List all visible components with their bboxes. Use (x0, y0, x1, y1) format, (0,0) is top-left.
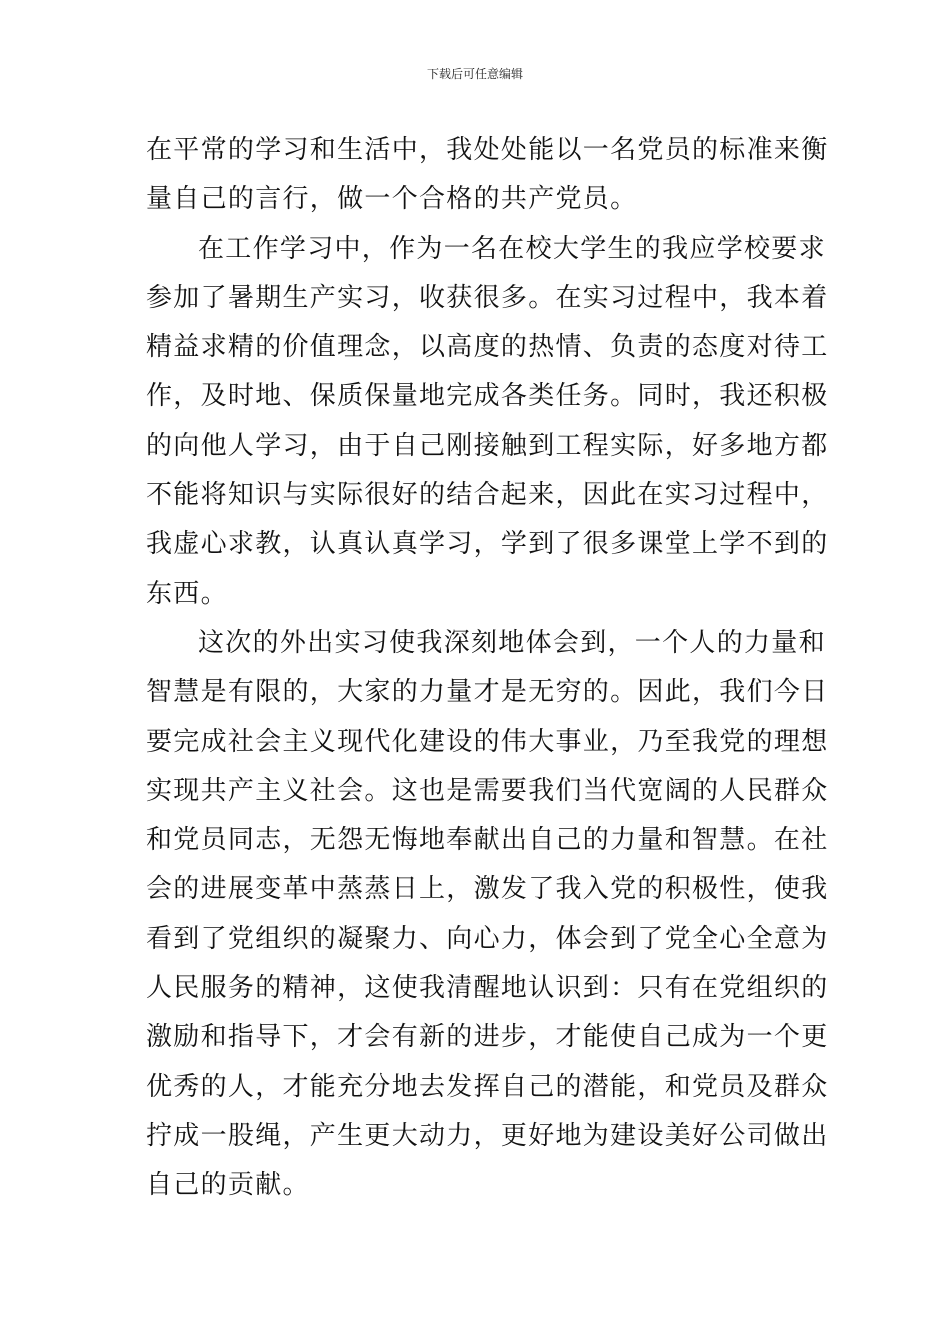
text-line: 的向他人学习，由于自己刚接触到工程实际，好多地方都 (146, 430, 829, 461)
text-line: 拧成一股绳，产生更大动力，更好地为建设美好公司做出 (146, 1120, 829, 1151)
text-line: 智慧是有限的，大家的力量才是无穷的。因此，我们今日 (146, 677, 829, 708)
text-line: 看到了党组织的凝聚力、向心力，体会到了党全心全意为 (146, 923, 829, 954)
text-line: 在平常的学习和生活中，我处处能以一名党员的标准来衡 (146, 135, 829, 165)
text-line: 东西。 (146, 578, 228, 609)
text-line: 会的进展变革中蒸蒸日上，激发了我入党的积极性，使我 (146, 874, 829, 905)
text-line: 在工作学习中，作为一名在校大学生的我应学校要求 (198, 233, 826, 264)
text-line: 不能将知识与实际很好的结合起来，因此在实习过程中， (146, 480, 829, 511)
text-line: 实现共产主义社会。这也是需要我们当代宽阔的人民群众 (146, 775, 829, 806)
text-line: 自己的贡献。 (146, 1170, 310, 1201)
text-line: 作，及时地、保质保量地完成各类任务。同时，我还积极 (146, 381, 829, 412)
text-line: 量自己的言行，做一个合格的共产党员。 (146, 184, 638, 215)
text-line: 这次的外出实习使我深刻地体会到，一个人的力量和 (198, 627, 826, 658)
text-line: 激励和指导下，才会有新的进步，才能使自己成为一个更 (146, 1022, 829, 1053)
text-line: 要完成社会主义现代化建设的伟大事业，乃至我党的理想 (146, 726, 829, 757)
text-line: 参加了暑期生产实习，收获很多。在实习过程中，我本着 (146, 282, 829, 313)
text-line: 我虚心求教，认真认真学习，学到了很多课堂上学不到的 (146, 529, 829, 560)
text-line: 优秀的人，才能充分地去发挥自己的潜能，和党员及群众 (146, 1071, 829, 1102)
document-body (146, 126, 829, 1211)
text-line: 人民服务的精神，这使我清醒地认识到：只有在党组织的 (146, 973, 829, 1004)
page-header: 下载后可任意编辑 (426, 67, 523, 81)
text-line: 精益求精的价值理念，以高度的热情、负责的态度对待工 (146, 332, 829, 363)
text-line: 和党员同志，无怨无悔地奉献出自己的力量和智慧。在社 (146, 825, 829, 856)
